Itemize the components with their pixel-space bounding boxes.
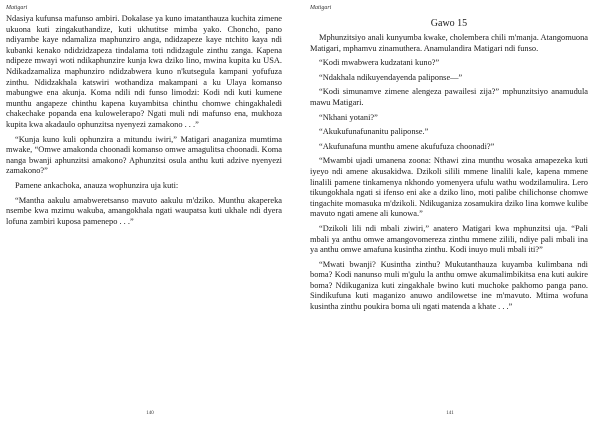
paragraph: “Akukufunafunanitu paliponse.”	[319, 127, 429, 137]
paragraph: “Akufunafuna munthu amene akufufuza choonadi?”	[319, 141, 495, 151]
paragraph: Mphunzitsiyo anali kunyumba kwake, cholembera chili m'manja. Atangomuona Matigari, mphamvu zinamuthera. Anamulandira Matigari ndi funso.	[310, 33, 588, 53]
paragraph: “Dzikoli lili ndi mbali ziwiri,” anatero Matigari kwa mphunzitsi uja. “Pali mbali ya anthu omwe amangovomereza zinthu mmene zilili, ndiye pali mbali ina ya anthu omwe amafuna kusintha zinthu. Kodi inuyo muli mbali iti?”	[310, 223, 588, 255]
paragraph: “Kodi mwabwera kudzatani kuno?”	[319, 58, 440, 68]
paragraph: “Kunja kuno kuli ophunzira a mitundu iwiri,” Matigari anaganiza mumtima mwake, “Omwe amakonda choonadi komanso omwe amagulitsa choonadi. Koma nanga bwanji aphunzitsi amakono? Aphunzitsi osula anthu kuti adzive nyenyezi zamakono?”	[6, 134, 282, 176]
right-page	[300, 0, 600, 424]
page-number-left: 140	[146, 411, 154, 416]
chapter-title: Gawo 15	[430, 18, 468, 29]
paragraph: “Nkhani yotani?”	[319, 112, 378, 122]
paragraph: “Mwati bwanji? Kusintha zinthu? Mukutanthauza kuyamba kulimbana ndi boma? Kodi nanunso muli m'gulu la anthu omwe akumalimbikitsa ena kuti aukire boma? Ndikuganiza kuti zingakhale bwino kuti muchoke pakhomo panga pano. Sindikufuna kuti maganizo anuwo andilowetse ine m'mavuto. Mtima wofuna kusintha zinthu poukira boma uli ngati matenda a khate . . .”	[310, 259, 588, 312]
page-number-right: 141	[446, 411, 454, 416]
right-page-body	[310, 14, 588, 313]
running-head-left: Matigari	[6, 5, 28, 11]
paragraph: “Ndakhala ndikuyendayenda paliponse—”	[319, 72, 463, 82]
paragraph: Ndasiya kufunsa mafunso ambiri. Dokalase ya kuno imatanthauza kuchita zimene ukuona kuti zingakuthandize, kuti ukhutitse mimba yako. Choncho, pano ndiyambe kaye ndamaliza maphunziro anga, ndidzapeze kaye ntchito kaya ndi kubanki kenako ndidzidzapeza tindalama toti ndidzagule zinthu zanga. Kapena ndipeze mwayi woti ndikaphunzire kunja kwa dziko lino, mwina kupita ku USA. Ndikadzamaliza maphunziro ndidzabwera kuno n'kutsegula kampani yofufuza zinthu. Ndidzakhala katswiri wothandiza makampani a ku Ulaya komanso mabungwe ena akunja. Koma ndili ndi funso limodzi: Kodi ndi kuti kumene munthu angapeze chinthu kapena kuyambitsa chinthu chomwe chingakhaledi chakechake popanda ena kulowelerapo? Ngati muli ndi mafunso ena, mukhoza kupita kwa akadaulo ophunzitsa nyenyezi zamakono . . .”	[6, 14, 282, 129]
paragraph: “Mwambi ujadi umanena zoona: Nthawi zina munthu wosaka amapezeka kuti iyeyo ndi amene akusakidwa. Dzikoli silili mmene linalili kale, kapena mmene linalili pamene tinkamenya nkhondo yomenyera ufulu wathu wodzilamulira. Lero tikungokhala ngati si ifenso eni ake a dziko lino, moti palibe chilichonse chomwe tingachite momasuka m'dzikoli. Ndikuganiza zosamukira dziko lina komwe kulibe mavuto ngati amene ali kunowa.”	[310, 156, 588, 219]
paragraph: Pamene ankachoka, anauza wophunzira uja kuti:	[15, 180, 179, 190]
left-page-body	[6, 14, 282, 227]
paragraph: “Kodi simunamve zimene alengeza pawailesi zija?” mphunzitsiyo anamudula mawu Matigari.	[310, 87, 588, 107]
running-head-right: Matigari	[310, 5, 332, 11]
paragraph: “Mantha aakulu amabweretsanso mavuto aakulu m'dziko. Munthu akapereka nsembe kwa mzimu wakuba, amangokhala ngati waupatsa kuti ukhale ndi dyera lofuna zambiri kuposa pamenepo . . .”	[6, 195, 282, 226]
